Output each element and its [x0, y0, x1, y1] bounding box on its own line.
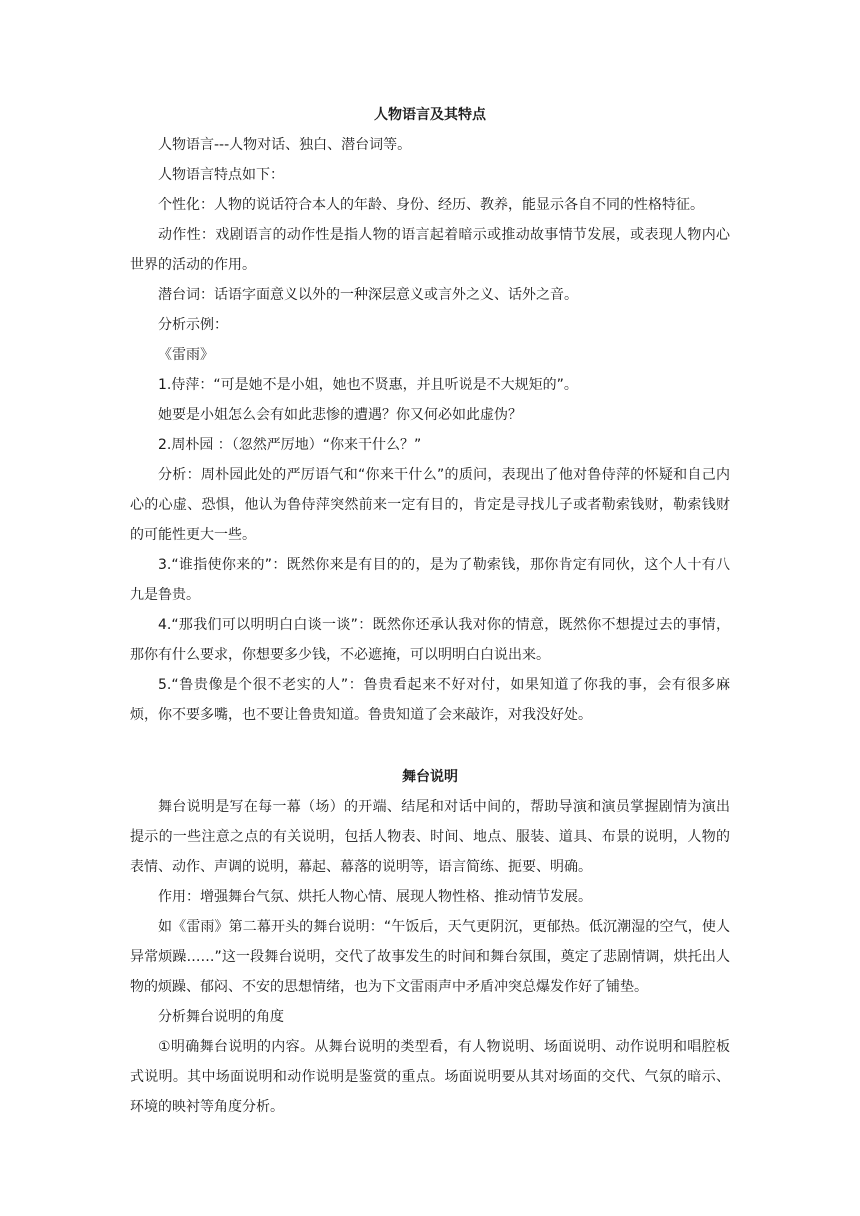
paragraph: 动作性：戏剧语言的动作性是指人物的语言起着暗示或推动故事情节发展，或表现人物内心世界的活动的作用。	[130, 227, 730, 273]
section-title-stage-directions: 舞台说明	[402, 769, 458, 785]
section-title-character-language: 人物语言及其特点	[374, 107, 486, 123]
paragraph: 人物语言特点如下：	[158, 167, 284, 183]
paragraph: 3.“谁指使你来的”：既然你来是有目的的，是为了勒索钱，那你肯定有同伙，这个人十有八九是鲁贵。	[130, 557, 730, 603]
paragraph: 舞台说明是写在每一幕（场）的开端、结尾和对话中间的，帮助导演和演员掌握剧情为演出提示的一些注意之点的有关说明，包括人物表、时间、地点、服装、道具、布景的说明，人物的表情、动作、声调的说明，幕起、幕落的说明等，语言简练、扼要、明确。	[130, 799, 730, 875]
paragraph: 5.“鲁贵像是个很不老实的人”：鲁贵看起来不好对付，如果知道了你我的事，会有很多麻烦，你不要多嘴，也不要让鲁贵知道。鲁贵知道了会来敲诈，对我没好处。	[130, 677, 730, 723]
paragraph: 2.周朴园 ：（忽然严厉地）“你来干什么？”	[158, 437, 422, 453]
paragraph: 分析舞台说明的角度	[158, 1009, 284, 1025]
paragraph: 如《雷雨》第二幕开头的舞台说明：“午饭后，天气更阴沉，更郁热。低沉潮湿的空气，使人异常烦躁……”这一段舞台说明，交代了故事发生的时间和舞台氛围，奠定了悲剧情调，烘托出人物的烦躁、郁闷、不安的思想情绪，也为下文雷雨声中矛盾冲突总爆发作好了铺垫。	[130, 919, 730, 995]
paragraph: 个性化：人物的说话符合本人的年龄、身份、经历、教养，能显示各自不同的性格特征。	[158, 197, 704, 213]
paragraph: 4.“那我们可以明明白白谈一谈”：既然你还承认我对你的情意，既然你不想提过去的事情，那你有什么要求，你想要多少钱，不必遮掩，可以明明白白说出来。	[130, 617, 730, 663]
paragraph: 作用：增强舞台气氛、烘托人物心情、展现人物性格、推动情节发展。	[158, 889, 592, 905]
paragraph: 人物语言---人物对话、独白、潜台词等。	[158, 137, 412, 153]
section-spacer	[130, 730, 730, 762]
paragraph: 《雷雨》	[158, 347, 214, 363]
paragraph: 潜台词：话语字面意义以外的一种深层意义或言外之义、话外之音。	[158, 287, 578, 303]
paragraph: 分析示例：	[158, 317, 228, 333]
paragraph: ①明确舞台说明的内容。从舞台说明的类型看，有人物说明、场面说明、动作说明和唱腔板式说明。其中场面说明和动作说明是鉴赏的重点。场面说明要从其对场面的交代、气氛的暗示、环境的映衬等角度分析。	[130, 1039, 730, 1115]
paragraph: 1.侍萍：“可是她不是小姐，她也不贤惠，并且听说是不大规矩的”。	[158, 377, 578, 393]
paragraph: 她要是小姐怎么会有如此悲惨的遭遇？你又何必如此虚伪？	[158, 407, 522, 423]
document-page	[130, 100, 730, 1122]
paragraph: 分析：周朴园此处的严厉语气和“你来干什么”的质问，表现出了他对鲁侍萍的怀疑和自己内心的心虚、恐惧，他认为鲁侍萍突然前来一定有目的，肯定是寻找儿子或者勒索钱财，勒索钱财的可能性更大一些。	[130, 467, 730, 543]
